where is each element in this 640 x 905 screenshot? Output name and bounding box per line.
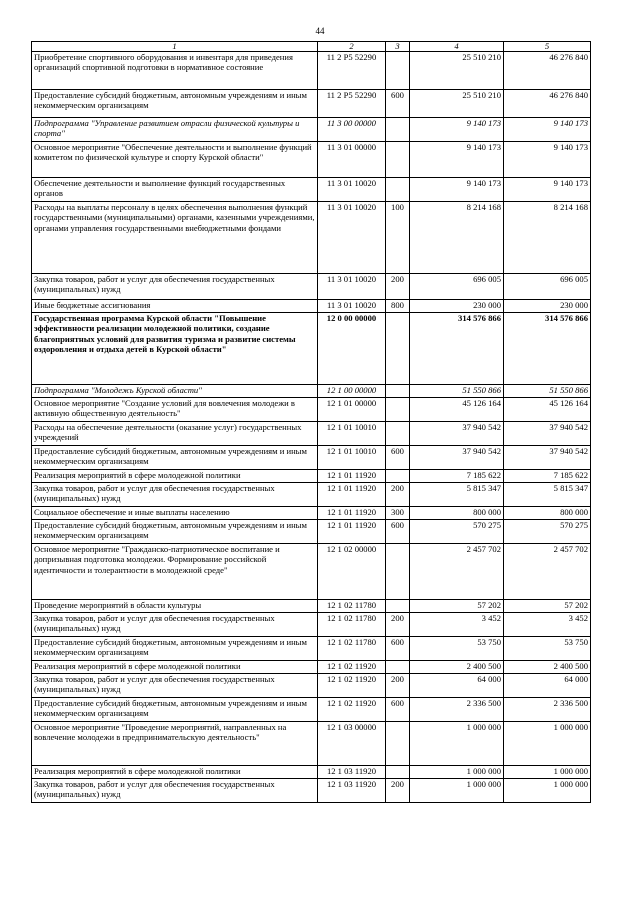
row-name-cell: Предоставление субсидий бюджетным, автономным учреждениям и иным некоммерческим организациям [32,520,318,544]
row-name-cell: Основное мероприятие "Гражданско-патриотическое воспитание и допризывная подготовка молодежи. Формирование российской идентичности и толерантности в молодежной среде" [32,544,318,600]
row-code-cell: 12 1 02 00000 [318,544,386,600]
row-expense-type-cell [386,661,410,674]
row-expense-type-cell [386,52,410,90]
row-expense-type-cell: 200 [386,613,410,637]
row-name-cell: Основное мероприятие "Проведение мероприятий, направленных на вовлечение молодежи в предпринимательскую деятельность" [32,722,318,766]
row-amount-year1-cell: 696 005 [410,274,504,300]
table-row [32,422,591,446]
row-name-cell: Обеспечение деятельности и выполнение функций государственных органов [32,178,318,202]
row-amount-year1-cell: 2 457 702 [410,544,504,600]
row-amount-year1-cell: 230 000 [410,300,504,313]
row-code-cell: 12 1 02 11780 [318,600,386,613]
table-row [32,722,591,766]
table-row [32,507,591,520]
row-amount-year2-cell: 64 000 [504,674,591,698]
row-code-cell: 12 1 02 11920 [318,674,386,698]
row-expense-type-cell: 600 [386,446,410,470]
table-row [32,520,591,544]
table-row [32,118,591,142]
row-amount-year2-cell: 2 400 500 [504,661,591,674]
row-code-cell: 12 1 03 11920 [318,766,386,779]
row-code-cell: 12 1 02 11920 [318,698,386,722]
row-code-cell: 12 1 00 00000 [318,385,386,398]
row-amount-year1-cell: 25 510 210 [410,90,504,118]
row-amount-year2-cell: 53 750 [504,637,591,661]
row-amount-year2-cell: 45 126 164 [504,398,591,422]
row-amount-year2-cell: 51 550 866 [504,385,591,398]
row-amount-year2-cell: 7 185 622 [504,470,591,483]
table-row [32,398,591,422]
page-number: 44 [315,26,325,36]
row-code-cell: 11 3 01 10020 [318,178,386,202]
row-amount-year1-cell: 1 000 000 [410,722,504,766]
row-amount-year1-cell: 25 510 210 [410,52,504,90]
row-code-cell: 12 1 03 00000 [318,722,386,766]
table-row [32,613,591,637]
row-expense-type-cell [386,766,410,779]
row-code-cell: 12 1 03 11920 [318,779,386,803]
row-amount-year2-cell: 37 940 542 [504,422,591,446]
row-amount-year1-cell: 51 550 866 [410,385,504,398]
row-expense-type-cell [386,544,410,600]
row-amount-year2-cell: 1 000 000 [504,766,591,779]
row-name-cell: Подпрограмма "Управление развитием отрасли физической культуры и спорта" [32,118,318,142]
table-row [32,661,591,674]
table-header-row [32,42,591,52]
row-amount-year1-cell: 9 140 173 [410,178,504,202]
row-expense-type-cell: 600 [386,90,410,118]
row-amount-year2-cell: 2 457 702 [504,544,591,600]
row-amount-year1-cell: 1 000 000 [410,766,504,779]
row-amount-year1-cell: 37 940 542 [410,422,504,446]
row-name-cell: Расходы на обеспечение деятельности (оказание услуг) государственных учреждений [32,422,318,446]
row-code-cell: 11 3 00 00000 [318,118,386,142]
row-amount-year2-cell: 9 140 173 [504,178,591,202]
row-amount-year2-cell: 2 336 500 [504,698,591,722]
header-col-5: 5 [504,42,591,52]
row-amount-year1-cell: 64 000 [410,674,504,698]
row-amount-year1-cell: 9 140 173 [410,142,504,178]
row-code-cell: 11 3 01 10020 [318,300,386,313]
row-expense-type-cell [386,118,410,142]
row-amount-year1-cell: 9 140 173 [410,118,504,142]
row-amount-year2-cell: 696 005 [504,274,591,300]
row-expense-type-cell: 200 [386,274,410,300]
row-amount-year1-cell: 2 336 500 [410,698,504,722]
row-amount-year2-cell: 9 140 173 [504,142,591,178]
table-row [32,637,591,661]
row-code-cell: 12 1 01 10010 [318,422,386,446]
row-name-cell: Основное мероприятие "Обеспечение деятельности и выполнение функций комитетом по физической культуре и спорту Курской области" [32,142,318,178]
table-row [32,483,591,507]
row-name-cell: Реализация мероприятий в сфере молодежной политики [32,470,318,483]
row-expense-type-cell [386,722,410,766]
row-expense-type-cell: 600 [386,520,410,544]
header-col-1: 1 [32,42,318,52]
row-amount-year2-cell: 57 202 [504,600,591,613]
row-expense-type-cell: 600 [386,637,410,661]
row-code-cell: 11 3 01 00000 [318,142,386,178]
row-amount-year1-cell: 7 185 622 [410,470,504,483]
row-expense-type-cell: 200 [386,779,410,803]
row-amount-year2-cell: 1 000 000 [504,779,591,803]
row-code-cell: 11 3 01 10020 [318,202,386,274]
row-name-cell: Реализация мероприятий в сфере молодежной политики [32,661,318,674]
row-expense-type-cell: 300 [386,507,410,520]
row-code-cell: 12 1 01 11920 [318,470,386,483]
row-code-cell: 12 1 01 10010 [318,446,386,470]
row-expense-type-cell: 600 [386,698,410,722]
row-expense-type-cell [386,178,410,202]
row-expense-type-cell [386,398,410,422]
row-code-cell: 12 1 01 00000 [318,398,386,422]
row-name-cell: Закупка товаров, работ и услуг для обеспечения государственных (муниципальных) нужд [32,613,318,637]
row-expense-type-cell [386,422,410,446]
row-amount-year2-cell: 1 000 000 [504,722,591,766]
row-amount-year2-cell: 3 452 [504,613,591,637]
table-row [32,674,591,698]
row-name-cell: Предоставление субсидий бюджетным, автономным учреждениям и иным некоммерческим организациям [32,637,318,661]
table-row [32,313,591,385]
row-name-cell: Предоставление субсидий бюджетным, автономным учреждениям и иным некоммерческим организациям [32,90,318,118]
row-name-cell: Предоставление субсидий бюджетным, автономным учреждениям и иным некоммерческим организациям [32,698,318,722]
row-amount-year2-cell: 570 275 [504,520,591,544]
row-amount-year1-cell: 2 400 500 [410,661,504,674]
row-expense-type-cell: 100 [386,202,410,274]
row-code-cell: 12 0 00 00000 [318,313,386,385]
row-amount-year1-cell: 8 214 168 [410,202,504,274]
header-col-3: 3 [386,42,410,52]
row-code-cell: 12 1 02 11780 [318,637,386,661]
row-code-cell: 12 1 01 11920 [318,483,386,507]
row-name-cell: Государственная программа Курской области "Повышение эффективности реализации молодежной политики, создание благоприятных условий для развития туризма и развитие системы оздоровления и отдыха детей в Курской области" [32,313,318,385]
row-name-cell: Иные бюджетные ассигнования [32,300,318,313]
row-amount-year2-cell: 37 940 542 [504,446,591,470]
row-name-cell: Проведение мероприятий в области культуры [32,600,318,613]
row-name-cell: Закупка товаров, работ и услуг для обеспечения государственных (муниципальных) нужд [32,674,318,698]
row-name-cell: Основное мероприятие "Создание условий для вовлечения молодежи в активную общественную деятельность" [32,398,318,422]
row-name-cell: Предоставление субсидий бюджетным, автономным учреждениям и иным некоммерческим организациям [32,446,318,470]
table-row [32,446,591,470]
table-row [32,544,591,600]
row-code-cell: 11 3 01 10020 [318,274,386,300]
row-expense-type-cell: 800 [386,300,410,313]
row-name-cell: Социальное обеспечение и иные выплаты населению [32,507,318,520]
header-col-4: 4 [410,42,504,52]
row-name-cell: Закупка товаров, работ и услуг для обеспечения государственных (муниципальных) нужд [32,483,318,507]
row-name-cell: Приобретение спортивного оборудования и инвентаря для приведения организаций спортивной подготовки в нормативное состояние [32,52,318,90]
row-amount-year1-cell: 570 275 [410,520,504,544]
row-expense-type-cell [386,470,410,483]
row-code-cell: 12 1 02 11920 [318,661,386,674]
row-amount-year1-cell: 53 750 [410,637,504,661]
row-amount-year2-cell: 314 576 866 [504,313,591,385]
row-amount-year2-cell: 230 000 [504,300,591,313]
row-amount-year1-cell: 1 000 000 [410,779,504,803]
row-code-cell: 12 1 02 11780 [318,613,386,637]
row-expense-type-cell [386,142,410,178]
row-amount-year1-cell: 45 126 164 [410,398,504,422]
table-row [32,142,591,178]
table-row [32,300,591,313]
row-expense-type-cell: 200 [386,674,410,698]
row-expense-type-cell [386,600,410,613]
row-amount-year2-cell: 5 815 347 [504,483,591,507]
table-row [32,779,591,803]
row-name-cell: Расходы на выплаты персоналу в целях обеспечения выполнения функций государственными (муниципальными) органами, казенными учреждениями, органами управления государственными внебюджетными фондами [32,202,318,274]
row-amount-year2-cell: 46 276 840 [504,90,591,118]
row-amount-year1-cell: 800 000 [410,507,504,520]
budget-table [31,41,591,803]
row-amount-year2-cell: 46 276 840 [504,52,591,90]
table-row [32,202,591,274]
row-expense-type-cell: 200 [386,483,410,507]
row-expense-type-cell [386,313,410,385]
table-row [32,470,591,483]
row-code-cell: 12 1 01 11920 [318,520,386,544]
row-amount-year2-cell: 9 140 173 [504,118,591,142]
row-code-cell: 11 2 Р5 52290 [318,90,386,118]
row-expense-type-cell [386,385,410,398]
row-code-cell: 12 1 01 11920 [318,507,386,520]
table-row [32,52,591,90]
row-amount-year1-cell: 3 452 [410,613,504,637]
table-row [32,178,591,202]
row-name-cell: Закупка товаров, работ и услуг для обеспечения государственных (муниципальных) нужд [32,779,318,803]
row-name-cell: Реализация мероприятий в сфере молодежной политики [32,766,318,779]
row-code-cell: 11 2 Р5 52290 [318,52,386,90]
row-name-cell: Закупка товаров, работ и услуг для обеспечения государственных (муниципальных) нужд [32,274,318,300]
row-amount-year1-cell: 37 940 542 [410,446,504,470]
row-amount-year2-cell: 8 214 168 [504,202,591,274]
table-row [32,274,591,300]
row-amount-year1-cell: 57 202 [410,600,504,613]
table-row [32,600,591,613]
row-amount-year1-cell: 5 815 347 [410,483,504,507]
table-row [32,385,591,398]
row-amount-year1-cell: 314 576 866 [410,313,504,385]
row-amount-year2-cell: 800 000 [504,507,591,520]
row-name-cell: Подпрограмма "Молодежь Курской области" [32,385,318,398]
table-row [32,90,591,118]
table-row [32,698,591,722]
table-row [32,766,591,779]
header-col-2: 2 [318,42,386,52]
